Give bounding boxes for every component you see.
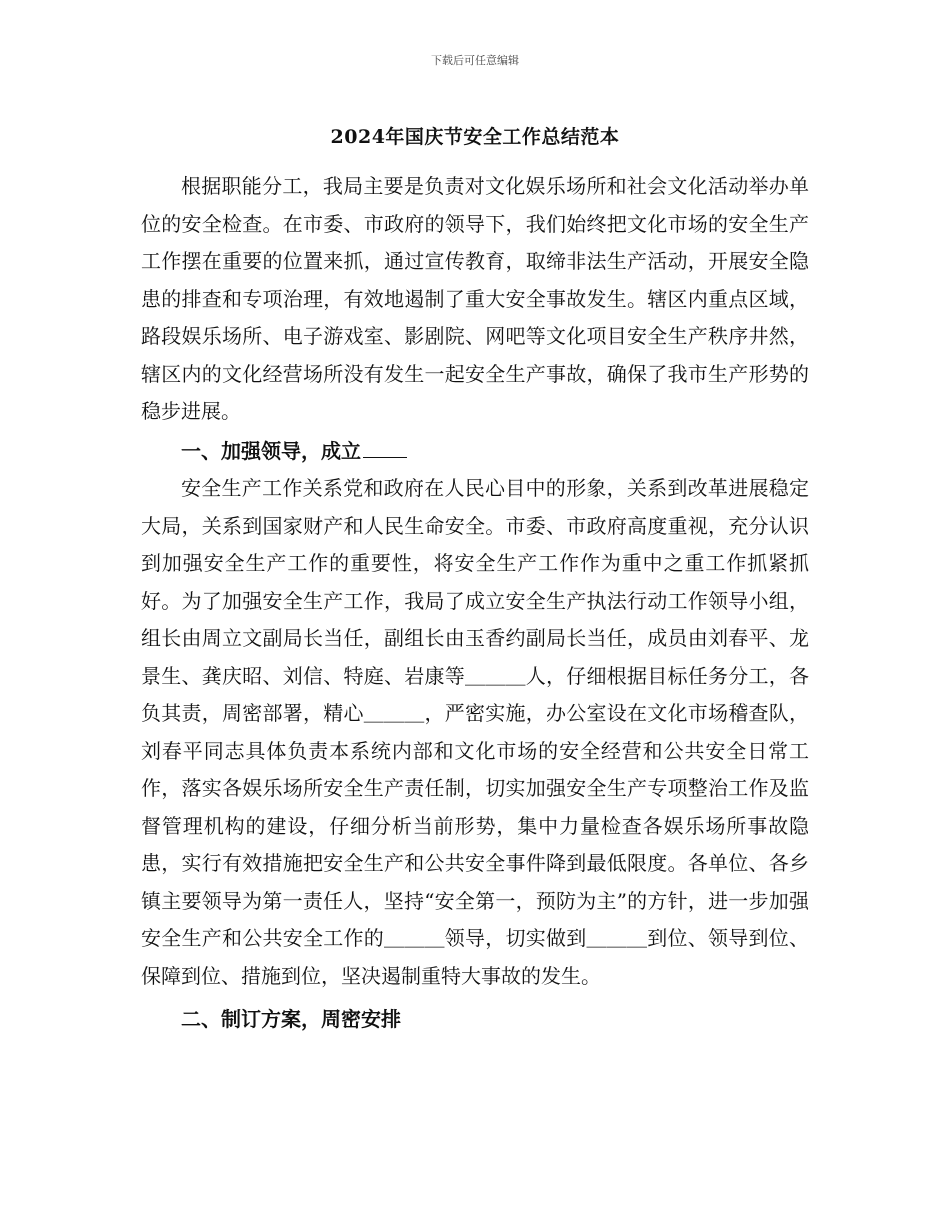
section-1-heading [141, 433, 809, 471]
section-2-heading: 二、制订方案，周密安排 [181, 1007, 401, 1031]
page-header-note: 下载后可任意编辑 [431, 54, 519, 67]
section-1-paragraph: 安全生产工作关系党和政府在人民心目中的形象，关系到改革进展稳定大局，关系到国家财产和人民生命安全。市委、市政府高度重视，充分认识到加强安全生产工作的重要性，将安全生产工作作为重中之重工作抓紧抓好。为了加强安全生产工作，我局了成立安全生产执法行动工作领导小组，组长由周立文副局长当任，副组长由玉香约副局长当任，成员由刘春平、龙景生、龚庆昭、刘信、特庭、岩康等＿＿＿人，仔细根据目标任务分工，各负其责，周密部署，精心＿＿＿，严密实施，办公室设在文化市场稽查队，刘春平同志具体负责本系统内部和文化市场的安全经营和公共安全日常工作，落实各娱乐场所安全生产责任制，切实加强安全生产专项整治工作及监督管理机构的建设，仔细分析当前形势，集中力量检查各娱乐场所事故隐患，实行有效措施把安全生产和公共安全事件降到最低限度。各单位、各乡镇主要领导为第一责任人，坚持“安全第一，预防为主”的方针，进一步加强安全生产和公共安全工作的＿＿＿领导，切实做到＿＿＿到位、领导到位、保障到位、措施到位，坚决遏制重特大事故的发生。 [141, 476, 809, 988]
section-1-heading-text: 一、加强领导，成立 [181, 438, 361, 463]
blank-underline [363, 441, 407, 458]
intro-paragraph: 根据职能分工，我局主要是负责对文化娱乐场所和社会文化活动举办单位的安全检查。在市委、市政府的领导下，我们始终把文化市场的安全生产工作摆在重要的位置来抓，通过宣传教育，取缔非法生产活动，开展安全隐患的排查和专项治理，有效地遏制了重大安全事故发生。辖区内重点区域，路段娱乐场所、电子游戏室、影剧院、网吧等文化项目安全生产秩序井然，辖区内的文化经营场所没有发生一起安全生产事故，确保了我市生产形势的稳步进展。 [141, 174, 809, 423]
document-title: 2024年国庆节安全工作总结范本 [330, 126, 620, 148]
document-body [141, 168, 809, 1039]
